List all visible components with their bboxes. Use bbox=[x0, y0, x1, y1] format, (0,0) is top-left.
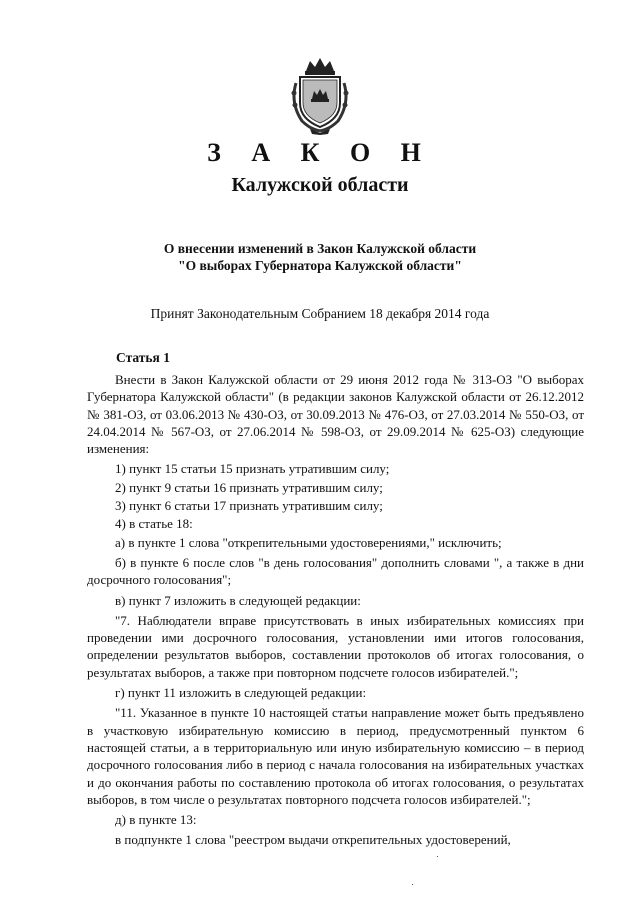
article-paragraph: в подпункте 1 слова "реестром выдачи открепительных удостоверений, bbox=[115, 832, 511, 848]
law-region: Калужской области bbox=[231, 174, 409, 196]
article-paragraph: "7. Наблюдатели вправе присутствовать в иных избирательных комиссиях при проведении ими досрочного голосования, установлении ими итогов голосования, определении результатов выборов, составлении протоколов об итогах голосования, о результатах выборов, а также при повторном подсчете голосов избирателей."; bbox=[87, 612, 584, 680]
article-paragraph: Внести в Закон Калужской области от 29 июня 2012 года № 313-ОЗ "О выборах Губернатора Калужской области" (в редакции законов Калужской области от 26.12.2012 № 381-ОЗ, от 03.06.2013 № 430-ОЗ, от 30.09.2013 № 476-ОЗ, от 27.03.2014 № 550-ОЗ, от 24.04.2014 № 567-ОЗ, от 27.06.2014 № 598-ОЗ, от 29.09.2014 № 625-ОЗ) следующие изменения: bbox=[87, 372, 584, 457]
article-paragraph: а) в пункте 1 слова "открепительными удостоверениями," исключить; bbox=[115, 534, 502, 550]
article-body bbox=[87, 371, 584, 852]
law-subject-line-2: "О выборах Губернатора Калужской области" bbox=[178, 258, 462, 273]
article-paragraph: в) пункт 7 изложить в следующей редакции: bbox=[115, 592, 361, 608]
article-paragraph: д) в пункте 13: bbox=[115, 812, 197, 828]
article-paragraph: 2) пункт 9 статьи 16 признать утратившим силу; bbox=[115, 479, 383, 495]
coat-of-arms-icon bbox=[288, 55, 352, 135]
article-paragraph: 1) пункт 15 статьи 15 признать утратившим силу; bbox=[115, 461, 390, 477]
law-subject bbox=[0, 240, 640, 274]
article-heading: Статья 1 bbox=[116, 350, 170, 365]
article-paragraph: "11. Указанное в пункте 10 настоящей статьи направление может быть предъявлено в участковую избирательную комиссию в период, предусмотренный пунктом 6 настоящей статьи, а в территориальную или иную избирательную комиссию – в период досрочного голосования либо в период с начала голосования на избирательных участках и до окончания работы по составлению протокола об итогах голосования, о результатах выборов, в том числе о результатах повторного подсчета голосов избирателей."; bbox=[87, 705, 584, 807]
article-paragraph: г) пункт 11 изложить в следующей редакции: bbox=[115, 685, 367, 701]
scan-speck bbox=[412, 884, 413, 885]
law-title: З А К О Н bbox=[207, 138, 433, 167]
article-paragraph: 3) пункт 6 статьи 17 признать утратившим силу; bbox=[115, 498, 383, 514]
law-subject-line-1: О внесении изменений в Закон Калужской области bbox=[163, 241, 477, 256]
scan-speck bbox=[437, 856, 438, 857]
article-paragraph: б) в пункте 6 после слов "в день голосования" дополнить словами ", а также в дни досрочного голосования"; bbox=[87, 554, 584, 588]
article-paragraph: 4) в статье 18: bbox=[115, 516, 193, 532]
adoption-date: Принят Законодательным Собранием 18 декабря 2014 года bbox=[150, 306, 490, 321]
